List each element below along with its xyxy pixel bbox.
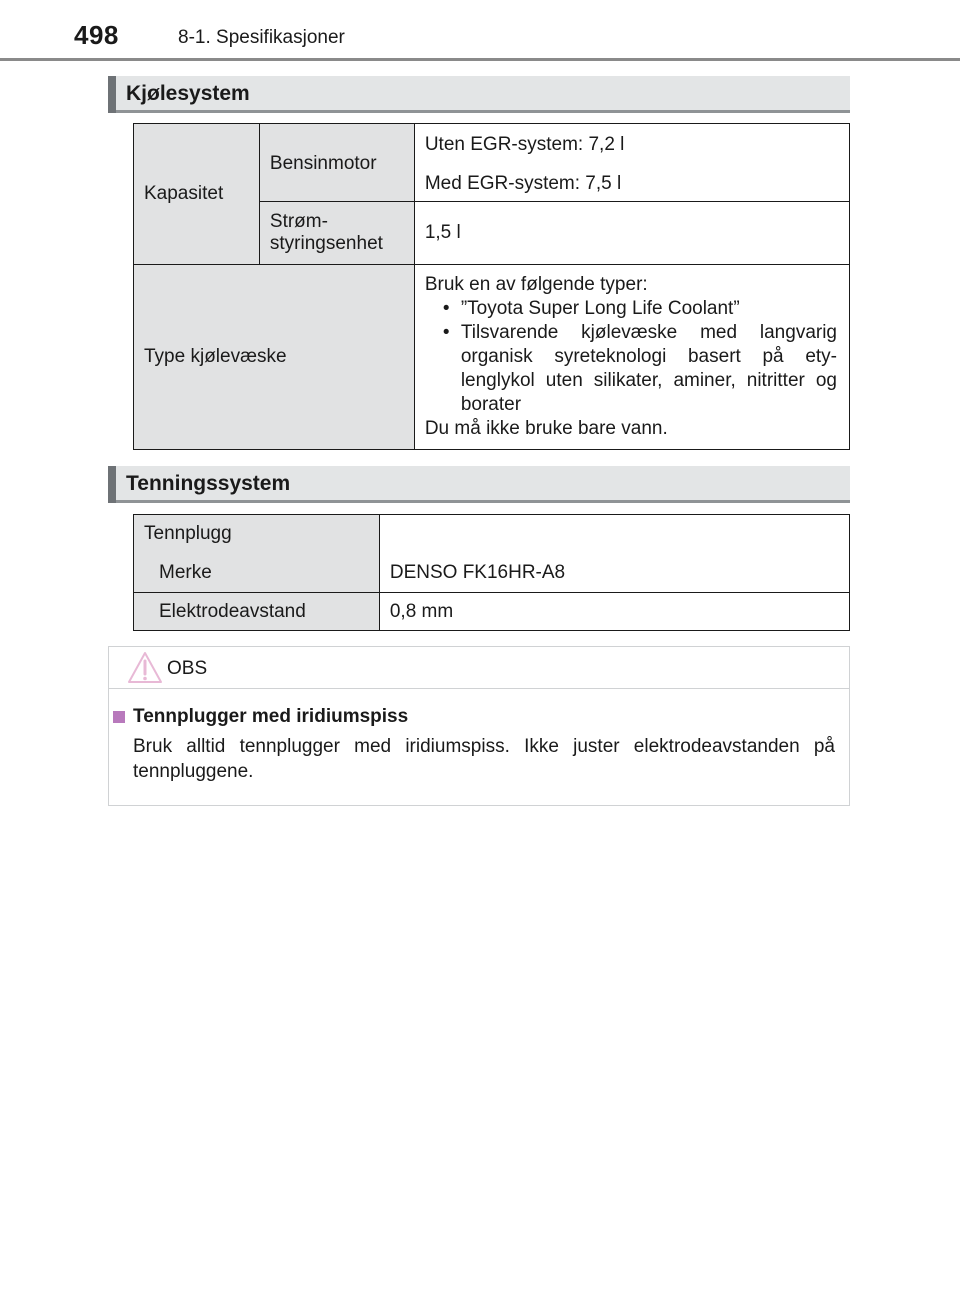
notice-header: [109, 647, 849, 689]
page-header: [0, 0, 960, 60]
table-row: [134, 124, 850, 202]
list-item: • ”Toyota Super Long Life Coolant”: [425, 297, 837, 321]
table-row: [134, 265, 850, 450]
coolant-intro: Bruk en av følgende typer:: [424, 274, 648, 295]
notice-text: Bruk alltid tennplugger med iridiumspiss. Ikke juster elektrodeavstanden på tennpluggene.: [133, 736, 835, 782]
bullet-square-icon: [113, 711, 125, 723]
list-item: • Tilsvarende kjølevæske med langvarig organisk syreteknologi basert på ety- lenglykol uten silikater, aminer, nitritter og borater: [425, 321, 837, 417]
power-control-unit-label: [259, 202, 414, 265]
cooling-spec-table: [133, 123, 850, 450]
section-heading-ignition: [108, 466, 850, 503]
section-title: Kjølesystem: [126, 82, 250, 105]
label-line: styringsenhet: [269, 233, 383, 254]
electrode-gap-label: Elektrodeavstand: [134, 593, 380, 631]
ignition-spec-table: [133, 514, 850, 631]
capacity-label: Kapasitet: [134, 124, 260, 265]
notice-heading: Tennplugger med iridiumspiss: [133, 706, 409, 727]
page-number: 498: [74, 20, 119, 50]
coolant-list: [425, 297, 837, 417]
chapter-title: 8-1. Spesifikasjoner: [178, 27, 345, 48]
section-title: Tenningssystem: [126, 472, 291, 495]
electrode-gap-value: 0,8 mm: [379, 593, 849, 631]
table-row: [134, 515, 850, 593]
spark-plug-brand-label: [134, 515, 380, 593]
warning-triangle-icon: [127, 651, 163, 685]
value-without-egr: Uten EGR-system: 7,2 l: [424, 134, 625, 155]
section-heading-tab: [108, 76, 116, 113]
caution-notice: [108, 646, 850, 806]
spark-plug-label: Tennplugg: [144, 523, 232, 544]
table-row: [134, 593, 850, 631]
value-with-egr: Med EGR-system: 7,5 l: [424, 173, 622, 194]
label-line: Strøm-: [269, 211, 328, 232]
coolant-type-value: [414, 265, 849, 450]
coolant-note: Du må ikke bruke bare vann.: [424, 418, 668, 439]
brand-label: Merke: [159, 562, 212, 583]
petrol-engine-label: Bensinmotor: [259, 124, 414, 202]
section-heading-cooling: [108, 76, 850, 113]
coolant-type-label: Type kjølevæske: [134, 265, 415, 450]
brand-value: DENSO FK16HR-A8: [379, 515, 849, 593]
petrol-engine-value: [414, 124, 849, 202]
power-control-unit-value: 1,5 l: [414, 202, 849, 265]
header-rule: [0, 58, 960, 61]
section-heading-tab: [108, 466, 116, 503]
notice-label: OBS: [167, 658, 208, 679]
